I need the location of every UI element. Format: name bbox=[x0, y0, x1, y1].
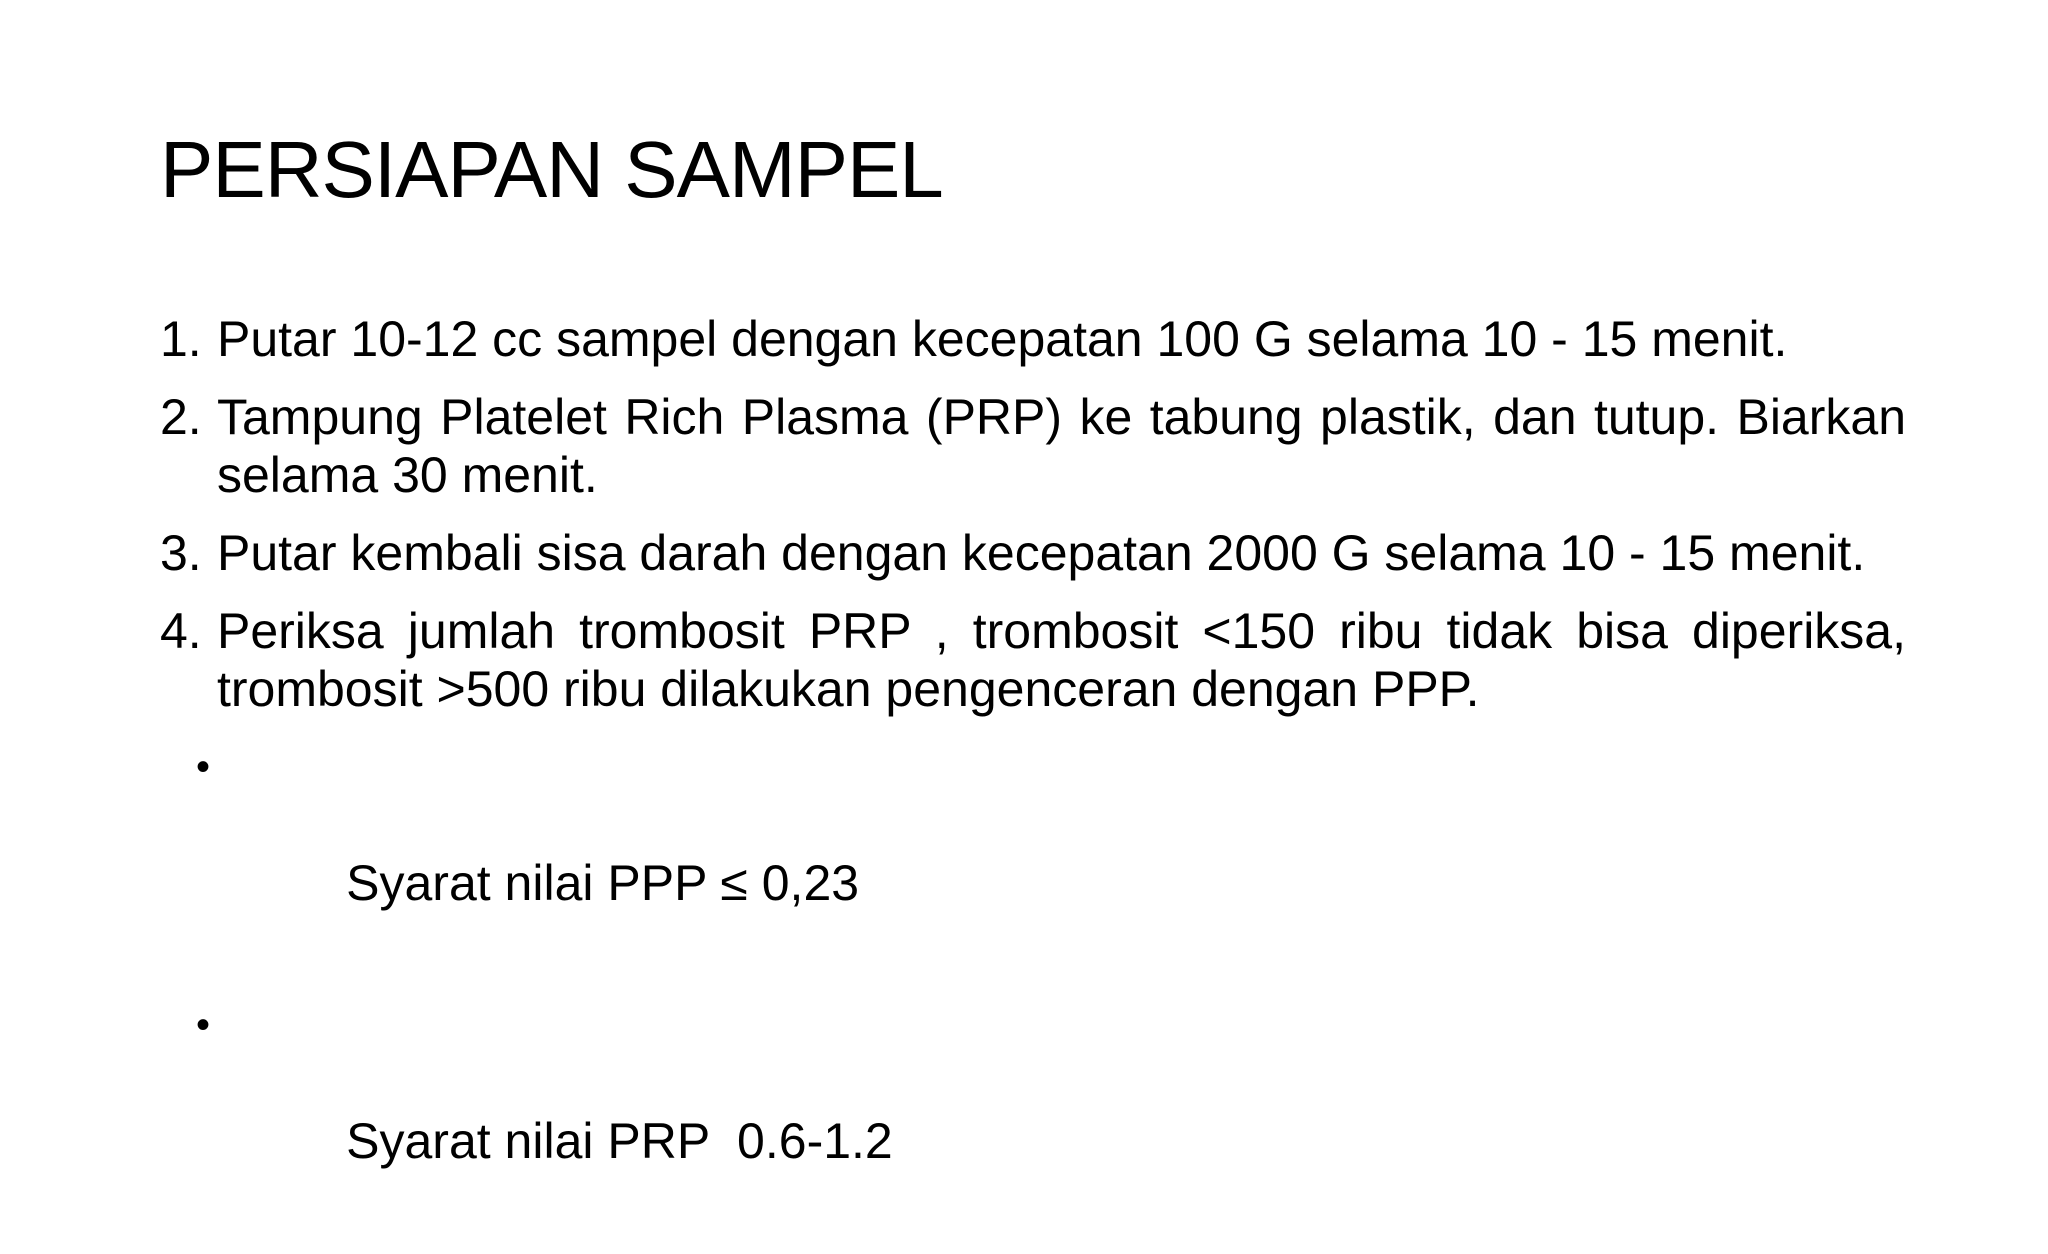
numbered-list bbox=[160, 310, 1906, 718]
bullet-text: Syarat nilai PRP 0.6-1.2 bbox=[346, 1113, 893, 1169]
bullet-list bbox=[160, 738, 1906, 1228]
slide-content bbox=[160, 310, 1906, 1254]
item-text: Putar kembali sisa darah dengan kecepatan 2000 G selama 10 - 15 menit. bbox=[217, 525, 1866, 581]
item-number: 2. bbox=[160, 389, 202, 445]
bullet-item bbox=[160, 738, 1906, 970]
item-number: 1. bbox=[160, 311, 202, 367]
bullet-text: Syarat nilai PPP ≤ 0,23 bbox=[346, 855, 860, 911]
item-text: Tampung Platelet Rich Plasma (PRP) ke tabung plastik, dan tutup. Biarkan selama 30 menit. bbox=[217, 389, 1906, 503]
item-number: 3. bbox=[160, 525, 202, 581]
list-item bbox=[160, 524, 1906, 582]
list-item bbox=[160, 310, 1906, 368]
bullet-item bbox=[160, 996, 1906, 1228]
list-item bbox=[160, 602, 1906, 718]
bullet-dot-icon: • bbox=[196, 1003, 211, 1047]
slide-title: PERSIAPAN SAMPEL bbox=[160, 125, 943, 214]
list-item bbox=[160, 388, 1906, 504]
item-number: 4. bbox=[160, 603, 202, 659]
item-text: Putar 10-12 cc sampel dengan kecepatan 100 G selama 10 - 15 menit. bbox=[217, 311, 1788, 367]
item-text: Periksa jumlah trombosit PRP , trombosit <150 ribu tidak bisa diperiksa, trombosit >500 ribu dilakukan pengenceran dengan PPP. bbox=[217, 603, 1906, 717]
bullet-dot-icon: • bbox=[196, 745, 211, 789]
